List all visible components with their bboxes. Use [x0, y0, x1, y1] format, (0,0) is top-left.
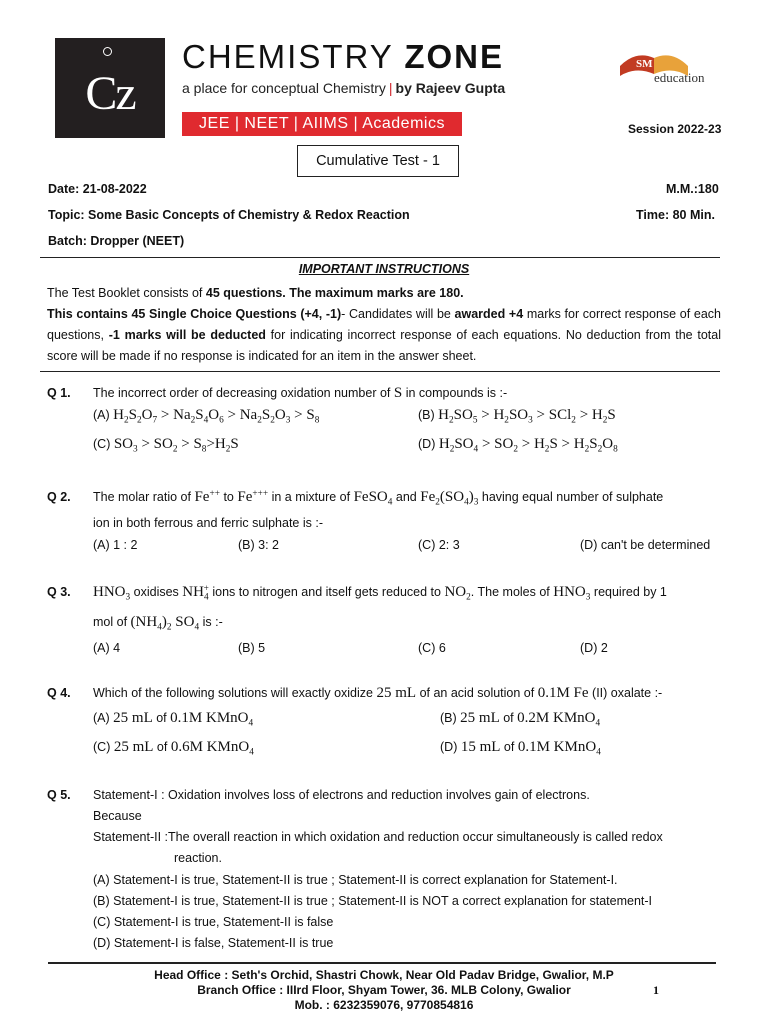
q-text: of	[156, 711, 167, 725]
q3-option-d[interactable]: (D) 2	[580, 641, 608, 655]
sm-letter-s: SM	[636, 58, 653, 70]
q5-option-d[interactable]: (D) Statement-I is false, Statement-II is true	[93, 936, 334, 950]
brand-title-light: CHEMISTRY	[182, 38, 405, 75]
option-label: (B)	[440, 711, 457, 725]
q-text: is :-	[202, 615, 223, 629]
q5-option-c[interactable]: (C) Statement-I is true, Statement-II is false	[93, 915, 334, 929]
instr-bold: This contains 45 Single Choice Questions (+4, -1)	[47, 307, 342, 321]
chem-quantity: 0.2M KMnO	[517, 710, 596, 726]
q5-statement-2-cont: reaction.	[174, 851, 222, 865]
q-text: and	[395, 490, 417, 504]
divider-top	[40, 257, 720, 258]
q2-option-b[interactable]: (B) 3: 2	[238, 538, 279, 552]
logo-text: Cz	[85, 67, 135, 120]
q4-option-d[interactable]: (D) 15 mL of 0.1M KMnO$_4$	[440, 739, 601, 758]
instr-text: - Candidates will be	[341, 307, 455, 321]
footer-branch-office: Branch Office : IIIrd Floor, Shyam Tower, 36. MLB Colony, Gwalior	[197, 983, 571, 997]
test-date: Date: 21-08-2022	[48, 182, 147, 196]
test-title: Cumulative Test - 1	[297, 145, 459, 177]
chem-quantity: 0.6M KMnO	[170, 739, 250, 755]
chem-quantity: 25 mL	[460, 710, 500, 726]
question-2-text-cont: ion in both ferrous and ferric sulphate is :-	[93, 516, 323, 530]
q1-option-c[interactable]: (C) $SO_3 > SO_2 > S_8>H_2S$	[93, 436, 239, 455]
q-text: (II) oxalate :-	[592, 686, 663, 700]
q4-option-a[interactable]: (A) 25 mL of 0.1M KMnO$_4$	[93, 710, 254, 729]
q4-option-b[interactable]: (B) 25 mL of 0.2M KMnO$_4$	[440, 710, 601, 729]
instr-bold: -1 marks will be deducted	[108, 328, 266, 342]
sm-education-logo	[612, 42, 712, 92]
instr-text: marks for correct response of each questions,	[47, 307, 721, 342]
chem-quantity: 15 mL	[460, 739, 501, 755]
q3-option-c[interactable]: (C) 6	[418, 641, 446, 655]
q-text: to	[223, 490, 234, 504]
q1-option-b[interactable]: (B) $H_2SO_5 > H_2SO_3 > SCl_2 > H_2S$	[418, 407, 616, 426]
q3-option-b[interactable]: (B) 5	[238, 641, 266, 655]
batch-label: Batch: Dropper (NEET)	[48, 234, 185, 248]
brand-title-bold: ZONE	[404, 38, 504, 75]
q-text: The incorrect order of decreasing oxidation number of	[93, 386, 391, 400]
question-2-text: The molar ratio of Fe++ to Fe+++ in a mixture of FeSO$_4$ and $Fe_2(SO_4)_3$ having equal number of sulphate	[93, 488, 664, 508]
exam-banner: JEE | NEET | AIIMS | Academics	[182, 112, 462, 136]
option-label: (D)	[418, 437, 436, 451]
chem-quantity: 0.1M KMnO	[517, 739, 597, 755]
question-1-text	[93, 383, 721, 404]
instruction-line-1	[47, 283, 721, 304]
tagline-text: a place for conceptual Chemistry	[182, 80, 386, 96]
question-number: Q 2.	[47, 490, 71, 504]
q-text: in a mixture of	[271, 490, 351, 504]
tagline-author: by Rajeev Gupta	[395, 80, 506, 96]
q-text: Which of the following solutions will exactly oxidize	[93, 686, 373, 700]
option-label: (A)	[93, 408, 110, 422]
instr-bold: 45 questions. The maximum marks are 180.	[205, 286, 464, 300]
q-text: oxidises	[133, 585, 179, 599]
q4-option-c[interactable]: (C) 25 mL of 0.6M KMnO$_4$	[93, 739, 254, 758]
option-label: (B)	[418, 408, 435, 422]
footer-head-office: Head Office : Seth's Orchid, Shastri Chowk, Near Old Padav Bridge, Gwalior, M.P	[154, 968, 614, 982]
question-number: Q 1.	[47, 386, 71, 400]
tagline-separator: |	[388, 80, 393, 96]
q1-option-a[interactable]: (A) $H_2S_2O_7 > Na_2S_4O_6 > Na_2S_2O_3 > S_8$	[93, 407, 320, 426]
sm-logo-text: education	[654, 70, 705, 85]
chem-symbol: S	[393, 385, 403, 401]
q2-option-c[interactable]: (C) 2: 3	[418, 538, 460, 552]
chem-quantity: 25 mL	[113, 710, 153, 726]
q-text: ions to nitrogen and itself gets reduced to	[212, 585, 441, 599]
option-label: (D)	[440, 740, 458, 754]
q-text: . The moles of	[470, 585, 550, 599]
q5-option-b[interactable]: (B) Statement-I is true, Statement-II is true ; Statement-II is NOT a correct explanation for statement-I	[93, 894, 653, 908]
q-text: The molar ratio of	[93, 490, 191, 504]
q-text: of	[503, 740, 515, 754]
page-number: 1	[653, 983, 659, 997]
footer-mobile: Mob. : 6232359076, 9770854816	[294, 998, 474, 1012]
test-topic: Topic: Some Basic Concepts of Chemistry & Redox Reaction	[48, 208, 410, 222]
q5-statement-1: Statement-I : Oxidation involves loss of electrons and reduction involves gain of electrons.	[93, 788, 590, 802]
max-marks: M.M.:180	[666, 182, 719, 196]
q5-statement-2: Statement-II :The overall reaction in which oxidation and reduction occur simultaneously is called redox	[93, 830, 663, 844]
instr-bold: awarded +4	[454, 307, 524, 321]
instruction-line-2	[47, 304, 721, 367]
q1-option-d[interactable]: (D) $H_2SO_4 > SO_2 > H_2S > H_2S_2O_8$	[418, 436, 618, 455]
footer-divider	[48, 962, 716, 964]
question-4-text	[93, 683, 721, 704]
option-label: (C)	[93, 437, 111, 451]
session-label: Session 2022-23	[628, 122, 722, 136]
chem-quantity: 0.1M Fe	[537, 685, 589, 701]
q5-option-a[interactable]: (A) Statement-I is true, Statement-II is true ; Statement-II is correct explanation for Statement-I.	[93, 873, 618, 887]
chem-quantity: 25 mL	[113, 739, 154, 755]
q2-option-a[interactable]: (A) 1 : 2	[93, 538, 138, 552]
q-text: mol of	[93, 615, 128, 629]
q5-because: Because	[93, 809, 142, 823]
question-number: Q 5.	[47, 788, 71, 802]
option-label: (C)	[93, 740, 111, 754]
question-number: Q 3.	[47, 585, 71, 599]
q-text: in compounds is :-	[405, 386, 508, 400]
chemistry-zone-logo	[55, 38, 165, 138]
brand-tagline	[182, 80, 505, 96]
q-text: required by 1	[593, 585, 667, 599]
question-3-text: $HNO_3$ oxidises $NH_4^+$ ions to nitrogen and itself gets reduced to $NO_2$. The moles of $HNO_3$ required by 1	[93, 583, 667, 603]
q2-option-d[interactable]: (D) can't be determined	[580, 538, 711, 552]
divider-instructions	[40, 371, 720, 372]
instr-text: The Test Booklet consists of	[47, 286, 206, 300]
q-text: having equal number of sulphate	[481, 490, 664, 504]
q-text: of	[156, 740, 168, 754]
q3-option-a[interactable]: (A) 4	[93, 641, 121, 655]
question-3-text-cont: mol of $(NH_4)_2$ $SO_4$ is :-	[93, 614, 223, 633]
test-duration: Time: 80 Min.	[636, 208, 715, 222]
q-text: of an acid solution of	[419, 686, 535, 700]
q-text: of	[503, 711, 514, 725]
brand-title	[182, 38, 504, 76]
option-label: (A)	[93, 711, 110, 725]
chem-quantity: 0.1M KMnO	[170, 710, 249, 726]
instr-text: for indicating incorrect response of each equations. No deduction from the total score will be made if no response is indicated for an item in the answer sheet.	[47, 328, 721, 363]
chem-quantity: 25 mL	[376, 685, 417, 701]
instructions-heading: IMPORTANT INSTRUCTIONS	[298, 262, 470, 276]
degree-ring-icon	[103, 47, 112, 56]
question-number: Q 4.	[47, 686, 71, 700]
